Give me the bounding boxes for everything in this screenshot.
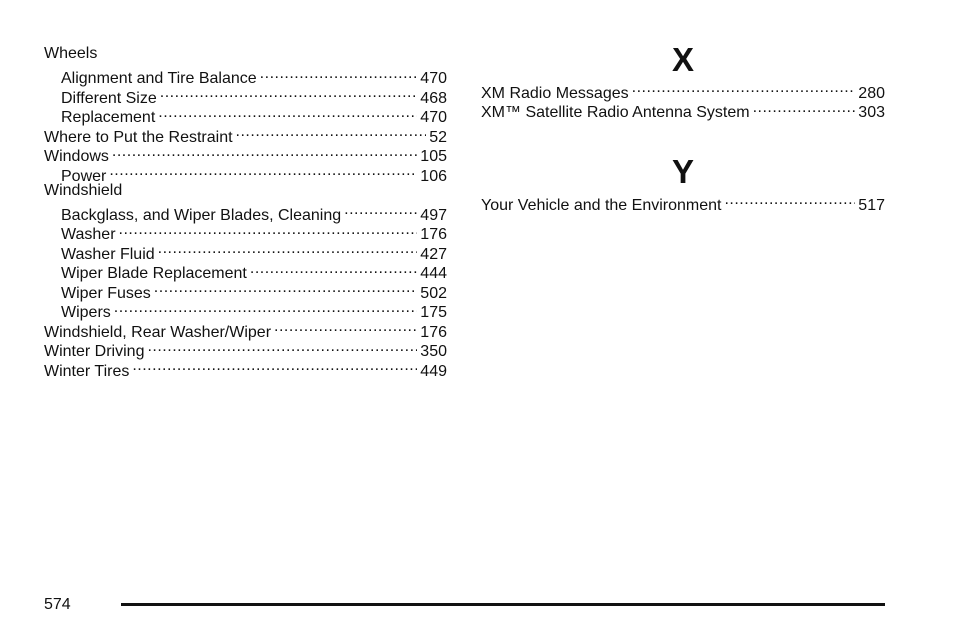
- entry-page-number: 176: [420, 323, 447, 341]
- dot-leader: [114, 298, 418, 318]
- entry-label: Where to Put the Restraint: [44, 128, 233, 146]
- dot-leader: [250, 259, 417, 279]
- entry-page-number: 444: [420, 265, 447, 282]
- entry-label: Winter Tires: [44, 362, 130, 380]
- index-heading: Wheels: [44, 45, 98, 62]
- entry-page-number: 105: [420, 148, 447, 165]
- entry-page-number: 106: [420, 167, 447, 185]
- entry-label: XM™ Satellite Radio Antenna System: [481, 104, 750, 121]
- entry-label: Wipers: [61, 304, 111, 321]
- entry-label: Windshield, Rear Washer/Wiper: [44, 323, 272, 341]
- dot-leader: [158, 239, 418, 259]
- dot-leader: [112, 142, 417, 162]
- entry-label: Washer: [61, 226, 116, 243]
- dot-leader: [236, 122, 427, 142]
- entry-label: Washer Fluid: [61, 245, 155, 263]
- entry-page-number: 517: [858, 196, 885, 214]
- entry-page-number: 350: [420, 343, 447, 360]
- entry-page-number: 468: [420, 89, 447, 107]
- entry-label: Alignment and Tire Balance: [61, 70, 257, 87]
- entry-label: Windows: [44, 148, 109, 165]
- entry-label: Replacement: [61, 109, 156, 126]
- entry-label: Wiper Fuses: [61, 284, 151, 302]
- index-entry: [481, 78, 885, 102]
- dot-leader: [724, 190, 855, 210]
- entry-label: Power: [61, 167, 107, 185]
- entry-label: XM Radio Messages: [481, 84, 629, 102]
- section-letter-y: Y: [671, 153, 694, 190]
- dot-leader: [109, 161, 417, 181]
- index-heading: Windshield: [44, 181, 123, 199]
- dot-leader: [632, 78, 856, 98]
- dot-leader: [160, 83, 418, 103]
- dot-leader: [344, 200, 417, 220]
- dot-leader: [274, 317, 417, 337]
- entry-page-number: 502: [420, 284, 447, 302]
- entry-label: Wiper Blade Replacement: [61, 265, 247, 282]
- right-column: [481, 41, 885, 214]
- index-entry: [481, 190, 885, 214]
- entry-page-number: 449: [420, 362, 447, 380]
- entry-page-number: 470: [420, 109, 447, 126]
- entry-page-number: 427: [420, 245, 447, 263]
- entry-label: Winter Driving: [44, 343, 145, 360]
- dot-leader: [753, 98, 856, 118]
- entry-label: Different Size: [61, 89, 157, 107]
- entry-page-number: 497: [420, 206, 447, 224]
- entry-page-number: 303: [858, 104, 885, 121]
- section-letter-x: X: [671, 41, 694, 78]
- entry-page-number: 470: [420, 70, 447, 87]
- footer-rule: [121, 603, 885, 606]
- entry-page-number: 175: [420, 304, 447, 321]
- dot-leader: [119, 220, 418, 240]
- entry-label: Your Vehicle and the Environment: [481, 196, 722, 214]
- dot-leader: [147, 337, 417, 357]
- dot-leader: [154, 278, 418, 298]
- entry-page-number: 52: [429, 128, 447, 146]
- page-number: 574: [44, 596, 71, 613]
- dot-leader: [260, 64, 418, 84]
- entry-label: Backglass, and Wiper Blades, Cleaning: [61, 206, 342, 224]
- dot-leader: [132, 356, 417, 376]
- left-column: [44, 44, 447, 380]
- entry-page-number: 280: [858, 84, 885, 102]
- entry-page-number: 176: [420, 226, 447, 243]
- index-entry: [44, 200, 447, 224]
- dot-leader: [158, 103, 417, 123]
- index-entry: [44, 64, 447, 87]
